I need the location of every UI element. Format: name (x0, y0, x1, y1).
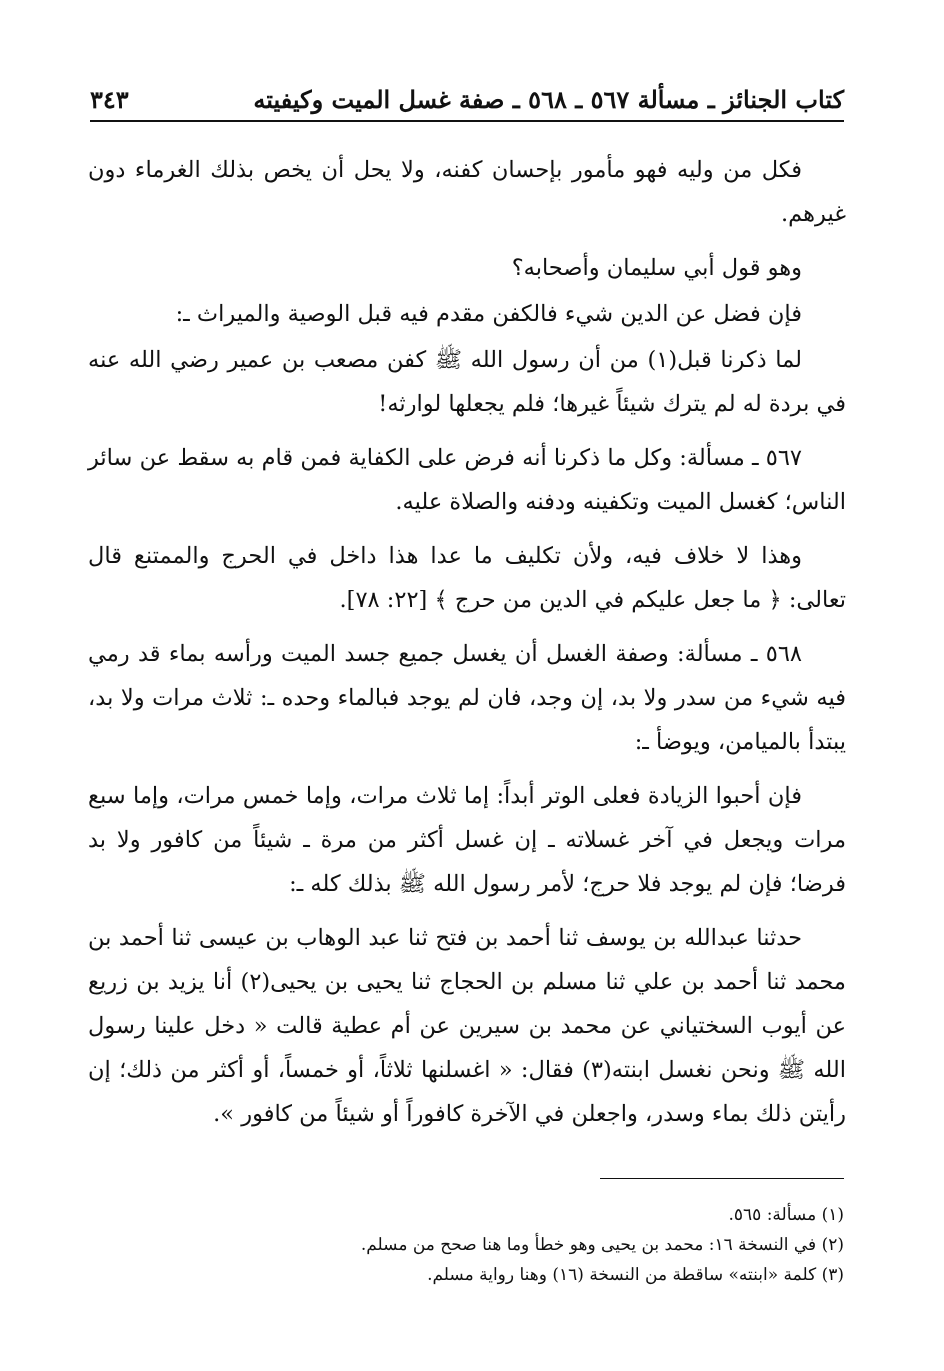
footnote-divider (600, 1178, 844, 1179)
footnotes (88, 1200, 844, 1290)
paragraph: فإن فضل عن الدين شيء فالكفن مقدم فيه قبل الوصية والميراث ـ: (175, 301, 802, 327)
paragraph: فإن أحبوا الزيادة فعلى الوتر أبداً: إما ثلاث مرات، وإما خمس مرات، وإما سبع مرات ويجعل في آخر غسلاته ـ إن غسل أكثر من مرة ـ شيئاً من كافور ولا بد فرضا؛ فإن لم يوجد فلا حرج؛ لأمر رسول الله ﷺ بذلك كله ـ: (88, 783, 846, 897)
footnote: (١) مسألة: ٥٦٥. (728, 1205, 844, 1225)
issue-567-paragraph: ٥٦٧ ـ مسألة: وكل ما ذكرنا أنه فرض على الكفاية فمن قام به سقط عن سائر الناس؛ كغسل الميت وتكفينه ودفنه والصلاة عليه. (88, 445, 846, 515)
issue-568-paragraph: ٥٦٨ ـ مسألة: وصفة الغسل أن يغسل جميع جسد الميت ورأسه بماء قد رمي فيه شيء من سدر ولا بد، إن وجد، فان لم يوجد فبالماء وحده ـ: ثلاث مرات ولا بد، يبتدأ بالميامن، ويوضأ ـ: (88, 641, 846, 755)
footnote: (٣) كلمة «ابنته» ساقطة من النسخة (١٦) وهنا رواية مسلم. (427, 1265, 844, 1285)
paragraph: وهذا لا خلاف فيه، ولأن تكليف ما عدا هذا داخل في الحرج والممتنع قال تعالى: ﴿ ما جعل عليكم في الدين من حرج ﴾ [٢٢: ٧٨]. (88, 543, 846, 613)
main-text (88, 148, 846, 1146)
paragraph: لما ذكرنا قبل(١) من أن رسول الله ﷺ كفن مصعب بن عمير رضي الله عنه في بردة له لم يترك شيئاً غيرها؛ فلم يجعلها لوارثه! (88, 347, 846, 417)
running-title: كتاب الجنائز ـ مسألة ٥٦٧ ـ ٥٦٨ ـ صفة غسل الميت وكيفيته (253, 85, 844, 114)
hadith-paragraph: حدثنا عبدالله بن يوسف ثنا أحمد بن فتح ثنا عبد الوهاب بن عيسى ثنا أحمد بن محمد ثنا أحمد بن علي ثنا مسلم بن الحجاج ثنا يحيى بن يحيى(٢) أنا يزيد بن زريع عن أيوب السختياني عن محمد بن سيرين عن أم عطية قالت « دخل علينا رسول الله ﷺ ونحن نغسل ابنته(٣) فقال: « اغسلنها ثلاثاً، أو خمساً، أو أكثر من ذلك؛ إن رأيتن ذلك بماء وسدر، واجعلن في الآخرة كافوراً أو شيئاً من كافور ». (88, 925, 846, 1127)
page-number: ٣٤٣ (90, 85, 129, 114)
paragraph: وهو قول أبي سليمان وأصحابه؟ (511, 255, 802, 281)
footnote: (٢) في النسخة ١٦: محمد بن يحيى وهو خطأ وما هنا صحح من مسلم. (360, 1235, 844, 1255)
paragraph: فكل من وليه فهو مأمور بإحسان كفنه، ولا يحل أن يخص بذلك الغرماء دون غيرهم. (88, 157, 846, 227)
page-header (90, 70, 844, 122)
